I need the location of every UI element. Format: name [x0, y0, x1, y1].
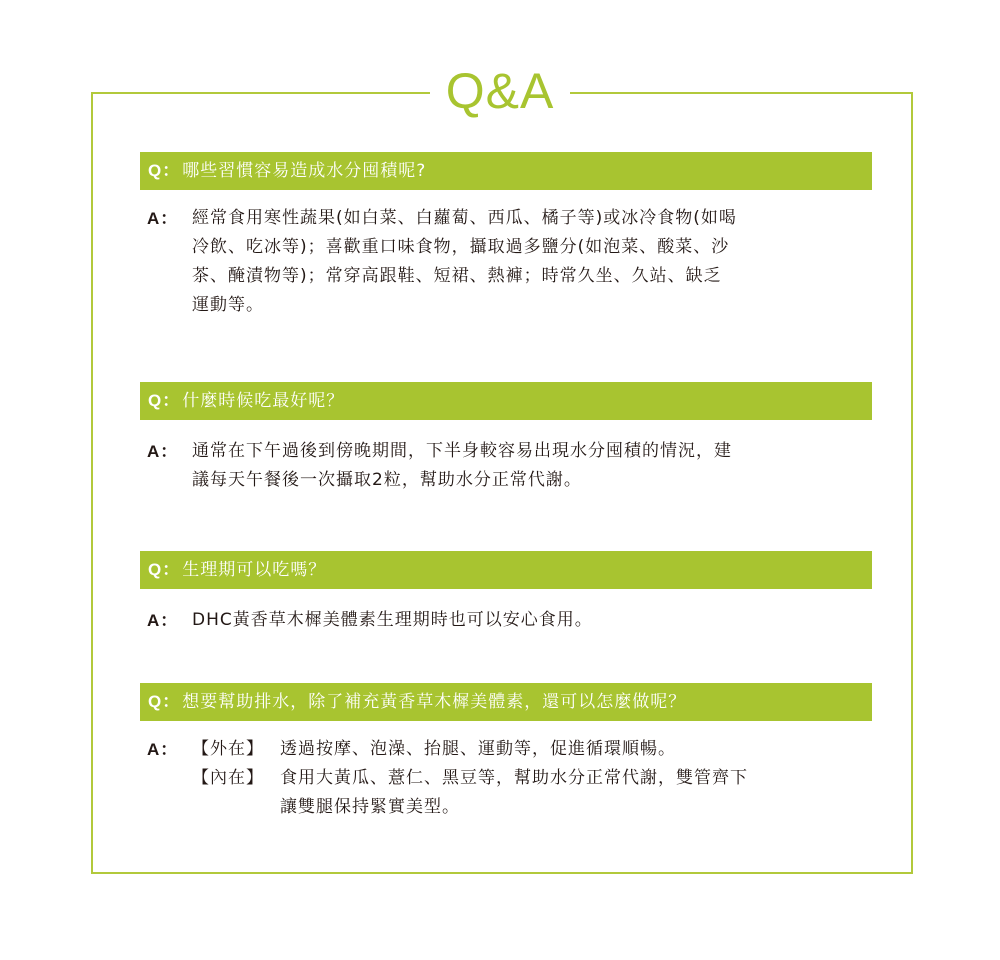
answer-prefix: A： [147, 740, 179, 759]
answer-prefix: A： [147, 442, 179, 461]
answer-outer-row [192, 735, 676, 764]
answer-line: 議每天午餐後一次攝取2粒，幫助水分正常代謝。 [192, 470, 582, 490]
question-prefix: Q： [148, 161, 181, 180]
answer-block-3 [147, 606, 867, 636]
answer-line: 茶、醃漬物等)；常穿高跟鞋、短裙、熱褲；時常久坐、久站、缺乏 [192, 266, 722, 286]
answer-text [192, 437, 864, 495]
question-bar-1 [140, 152, 872, 190]
answer-block-1 [147, 204, 867, 324]
question-bar-4 [140, 683, 872, 721]
answer-line: 經常食用寒性蔬果(如白菜、白蘿蔔、西瓜、橘子等)或冰冷食物(如喝 [192, 208, 737, 228]
question-prefix: Q： [148, 391, 181, 410]
question-text: 想要幫助排水，除了補充黃香草木樨美體素，還可以怎麼做呢？ [182, 692, 687, 712]
answer-prefix: A： [147, 209, 179, 228]
question-text: 生理期可以吃嗎？ [182, 560, 327, 580]
answer-line: 通常在下午過後到傍晚期間，下半身較容易出現水分囤積的情況，建 [192, 441, 732, 461]
answer-tag-inner: 【內在】 [192, 768, 264, 788]
answer-text [192, 606, 864, 635]
answer-inner-text: 食用大黃瓜、薏仁、黑豆等，幫助水分正常代謝，雙管齊下 [280, 768, 748, 788]
answer-tag-outer: 【外在】 [192, 739, 264, 759]
answer-block-2 [147, 437, 867, 497]
answer-line: DHC黃香草木樨美體素生理期時也可以安心食用。 [192, 610, 593, 630]
answer-inner-row-cont [280, 793, 460, 822]
question-text: 什麼時候吃最好呢？ [182, 391, 345, 411]
question-prefix: Q： [148, 560, 181, 579]
answer-line: 運動等。 [192, 295, 264, 315]
answer-line: 冷飲、吃冰等)；喜歡重口味食物，攝取過多鹽分(如泡菜、酸菜、沙 [192, 237, 730, 257]
answer-text [192, 204, 864, 320]
answer-inner-row [192, 764, 748, 793]
question-bar-3 [140, 551, 872, 589]
answer-outer-text: 透過按摩、泡澡、抬腿、運動等，促進循環順暢。 [280, 739, 676, 759]
question-prefix: Q： [148, 692, 181, 711]
question-text: 哪些習慣容易造成水分囤積呢? [182, 161, 427, 181]
page-title: Q&A [430, 56, 570, 126]
question-bar-2 [140, 382, 872, 420]
answer-prefix: A： [147, 611, 179, 630]
answer-inner-text: 讓雙腿保持緊實美型。 [280, 797, 460, 817]
answer-block-4 [147, 735, 867, 825]
